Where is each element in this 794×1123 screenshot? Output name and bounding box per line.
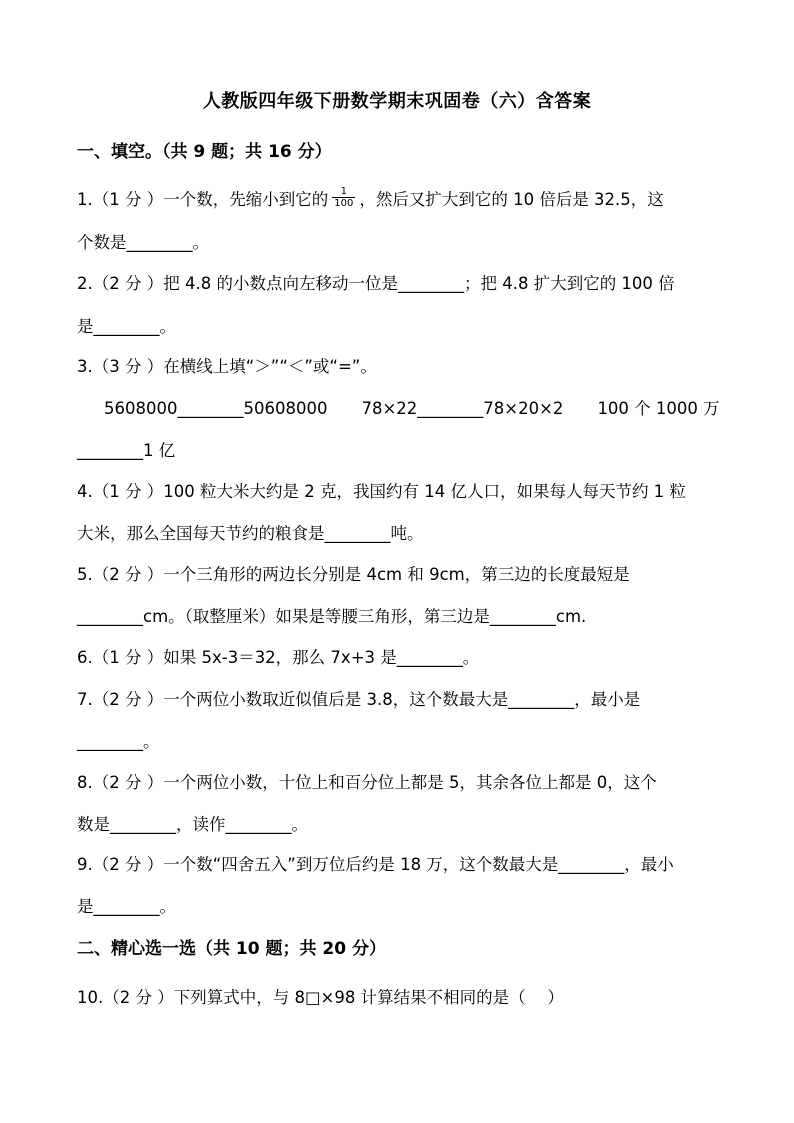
question-4-line-2: 大米，那么全国每天节约的粮食是________吨。	[77, 524, 424, 543]
question-9-line-2: 是________。	[77, 897, 176, 916]
question-7-line-1: 7.（2 分 ）一个两位小数取近似值后是 3.8，这个数最大是________，最小是	[77, 690, 641, 709]
question-3-line-1: 3.（3 分 ）在横线上填“＞”“＜”或“=”。	[77, 357, 377, 376]
question-3-part-1: 5608000________50608000	[104, 399, 328, 418]
section-heading-fill-blank: 一、填空。（共 9 题；共 16 分）	[77, 142, 332, 162]
question-8-line-1: 8.（2 分 ）一个两位小数，十位上和百分位上都是 5，其余各位上都是 0，这个	[77, 773, 657, 792]
fraction-denominator: 100	[334, 198, 354, 209]
fraction-1-100	[332, 186, 355, 209]
page-title: 人教版四年级下册数学期末巩固卷（六）含答案	[202, 91, 592, 112]
question-2-line-1: 2.（2 分 ）把 4.8 的小数点向左移动一位是________；把 4.8 扩大到它的 100 倍	[77, 274, 675, 293]
question-3-line-2	[104, 395, 754, 419]
question-1-text-b: ，然后又扩大到它的 10 倍后是 32.5，这	[359, 190, 664, 209]
question-1-line-1	[77, 186, 727, 212]
question-1-line-2: 个数是________。	[77, 233, 209, 252]
question-2-line-2: 是________。	[77, 317, 176, 336]
question-4-line-1: 4.（1 分 ）100 粒大米大约是 2 克，我国约有 14 亿人口，如果每人每天节约 1 粒	[77, 482, 686, 501]
question-7-line-2: ________。	[77, 732, 160, 751]
question-6-line-1: 6.（1 分 ）如果 5x-3＝32，那么 7x+3 是________。	[77, 648, 480, 667]
fraction-numerator: 1	[332, 186, 355, 198]
question-3-part-3: 100 个 1000 万	[597, 399, 720, 418]
question-10-line-1: 10.（2 分 ）下列算式中，与 8□×98 计算结果不相同的是（ ）	[77, 988, 564, 1007]
question-9-line-1: 9.（2 分 ）一个数“四舍五入”到万位后约是 18 万，这个数最大是________，最小	[77, 855, 674, 874]
section-heading-multiple-choice: 二、精心选一选（共 10 题；共 20 分）	[77, 939, 386, 959]
question-8-line-2: 数是________，读作________。	[77, 815, 308, 834]
question-5-line-2: ________cm。（取整厘米）如果是等腰三角形，第三边是________cm.	[77, 607, 587, 626]
question-3-line-3: ________1 亿	[77, 441, 176, 460]
question-3-part-2: 78×22________78×20×2	[361, 399, 564, 418]
question-1-text-a: 1.（1 分 ）一个数，先缩小到它的	[77, 190, 329, 209]
question-5-line-1: 5.（2 分 ）一个三角形的两边长分别是 4cm 和 9cm，第三边的长度最短是	[77, 565, 630, 584]
